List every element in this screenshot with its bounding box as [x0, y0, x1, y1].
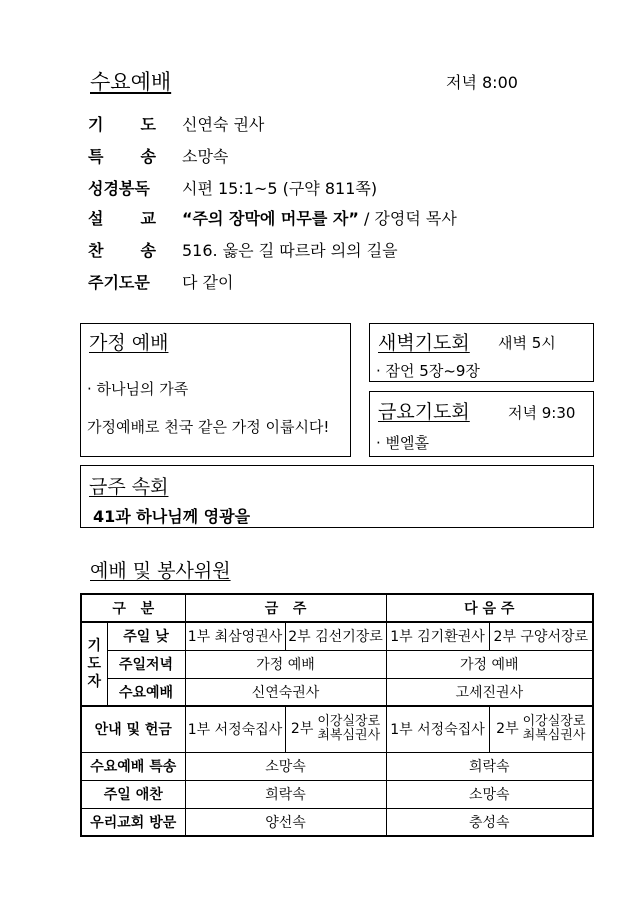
order-row-special-song [88, 141, 228, 169]
order-row-lords-prayer [88, 267, 233, 295]
cell-value: 양선속 [185, 808, 386, 836]
dawn-prayer-time: 새벽 5시 [498, 334, 556, 352]
order-label: 성경봉독 [88, 178, 150, 198]
header-next-week: 다 음 주 [386, 594, 593, 622]
wednesday-service-time: 저녁 8:00 [446, 73, 518, 92]
family-worship-title: 가정 예배 [89, 332, 169, 354]
order-value: 516. 옳은 길 따르라 의의 길을 [182, 240, 398, 260]
header-category: 구 분 [81, 594, 185, 622]
cell-value: 1부 서정숙집사 [185, 706, 285, 752]
dawn-prayer-box [369, 323, 594, 382]
order-row-hymn [88, 235, 398, 263]
cell-value: 2부 이강실장로 최복심권사 [489, 706, 593, 752]
committee-table [80, 593, 594, 837]
order-row-sermon [88, 203, 457, 231]
cell-group-title: 금주 속회 [89, 476, 169, 498]
cell-value: 가정 예배 [185, 650, 386, 678]
cell-value: 1부 최삼영권사 [185, 622, 285, 650]
table-row [81, 808, 593, 836]
cell-value: 고세진권사 [386, 678, 593, 706]
table-header-row [81, 594, 593, 622]
row-label: 주일 낮 [107, 622, 185, 650]
prayer-group-label [81, 622, 107, 706]
cell-group-content: 41과 하나님께 영광을 [93, 507, 251, 526]
cell-value: 신연숙권사 [185, 678, 386, 706]
order-value: 소망속 [182, 146, 229, 166]
cell-value: 희락속 [185, 780, 386, 808]
order-value: 다 같이 [182, 272, 234, 292]
friday-prayer-time: 저녁 9:30 [508, 404, 576, 422]
header-this-week: 금 주 [185, 594, 386, 622]
row-label: 우리교회 방문 [81, 808, 185, 836]
order-row-scripture [88, 173, 377, 201]
wednesday-service-title: 수요예배 [90, 70, 172, 94]
table-row [81, 706, 593, 752]
dawn-prayer-title: 새벽기도회 [378, 332, 470, 354]
cell-value: 가정 예배 [386, 650, 593, 678]
committee-title: 예배 및 봉사위원 [90, 560, 231, 582]
table-row [81, 752, 593, 780]
table-row [81, 678, 593, 706]
cell-value: 충성속 [386, 808, 593, 836]
order-label: 특 송 [88, 146, 156, 166]
cell-value: 2부 구양서장로 [489, 622, 593, 650]
order-row-prayer [88, 109, 264, 137]
family-worship-item: · 하나님의 가족 [87, 380, 189, 398]
order-value: 시편 15:1~5 (구약 811쪽) [182, 178, 378, 198]
table-row [81, 780, 593, 808]
friday-prayer-box [369, 391, 594, 457]
order-label: 주기도문 [88, 272, 150, 292]
order-label: 찬 송 [88, 240, 156, 260]
order-label: 설 교 [88, 208, 156, 228]
row-label: 수요예배 [107, 678, 185, 706]
table-row [81, 650, 593, 678]
cell-value: 소망속 [185, 752, 386, 780]
cell-value: 1부 김기환권사 [386, 622, 489, 650]
cell-value: 1부 서정숙집사 [386, 706, 489, 752]
row-label: 주일저녁 [107, 650, 185, 678]
dawn-prayer-item: · 잠언 5장~9장 [376, 362, 480, 380]
cell-group-box [80, 465, 594, 528]
cell-value: 2부 이강실장로 최복심권사 [285, 706, 386, 752]
row-label: 수요예배 특송 [81, 752, 185, 780]
order-label: 기 도 [88, 114, 156, 134]
row-label: 주일 애찬 [81, 780, 185, 808]
family-worship-slogan: 가정예배로 천국 같은 가정 이룹시다! [87, 418, 330, 436]
sermon-preacher: / 강영덕 목사 [358, 208, 457, 228]
order-value: 신연숙 권사 [182, 114, 265, 134]
cell-value: 희락속 [386, 752, 593, 780]
friday-prayer-title: 금요기도회 [378, 401, 470, 423]
order-value [182, 206, 457, 229]
prayer-group-text: 기 도 자 [87, 638, 102, 690]
family-worship-box [80, 323, 351, 457]
friday-prayer-item: · 벧엘홀 [376, 434, 430, 452]
cell-value: 2부 김선기장로 [285, 622, 386, 650]
table-row [81, 622, 593, 650]
row-label: 안내 및 헌금 [81, 706, 185, 752]
sermon-title: “주의 장막에 머무를 자” [182, 208, 359, 228]
cell-value: 소망속 [386, 780, 593, 808]
